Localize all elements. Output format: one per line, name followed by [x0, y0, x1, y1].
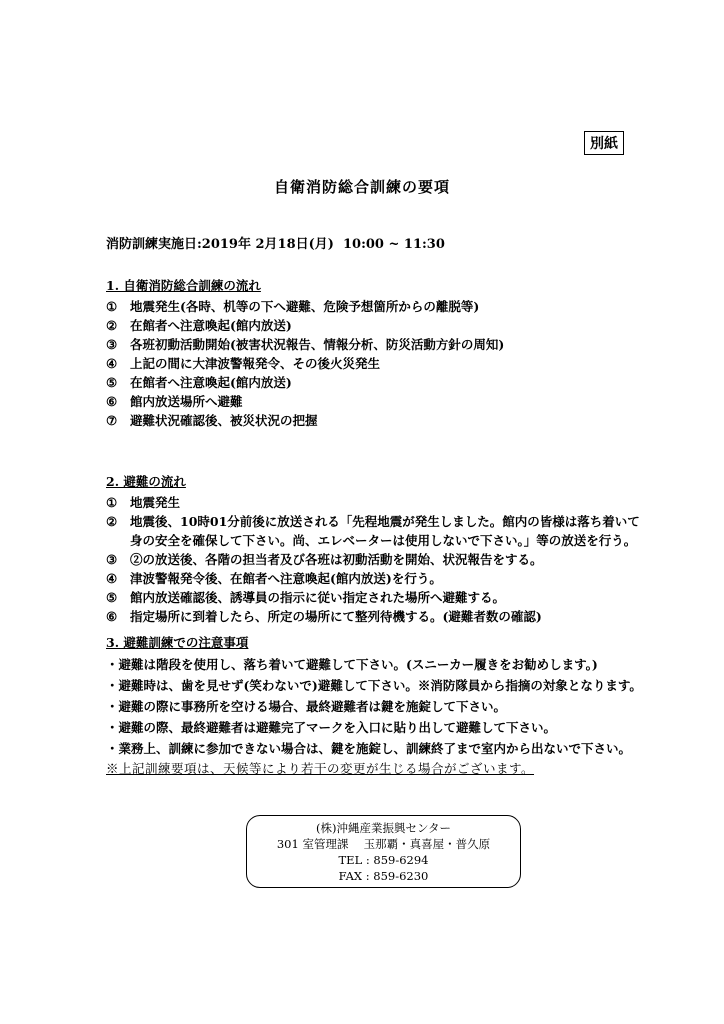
department-line: 301 室管理課 玉那覇・真喜屋・普久原 [276, 837, 491, 851]
list-item: ⑦ 避難状況確認後、被災状況の把握 [106, 413, 318, 428]
note-item: ・業務上、訓練に参加できない場合は、鍵を施錠し、訓練終了まで室内から出ないで下さい。 [106, 741, 632, 756]
document-title: 自衛消防総合訓練の要項 [273, 178, 450, 196]
change-remark: ※上記訓練要項は、天候等により若干の変更が生じる場合がございます。 [106, 761, 535, 776]
list-item: ③ ②の放送後、各階の担当者及び各班は初動活動を開始、状況報告をする。 [106, 552, 543, 567]
drill-date: 消防訓練実施日:2019年 2月18日(月) 10:00 ~ 11:30 [106, 237, 445, 252]
section-heading: 2. 避難の流れ [106, 474, 186, 489]
section-drill-flow [106, 277, 666, 430]
attachment-badge: 別紙 [584, 131, 624, 155]
note-item: ・避難の際に事務所を空ける場合、最終避難者は鍵を施錠して下さい。 [106, 699, 507, 714]
list-item: ① 地震発生 [106, 495, 181, 510]
note-item: ・避難の際、最終避難者は避難完了マークを入口に貼り出して避難して下さい。 [106, 720, 557, 735]
list-item: ⑤ 館内放送確認後、誘導員の指示に従い指定された場所へ避難する。 [106, 590, 506, 605]
list-item: ③ 各班初動活動開始(被害状況報告、情報分析、防災活動方針の周知) [106, 337, 505, 352]
list-item: ④ 上記の間に大津波警報発令、その後火災発生 [106, 356, 381, 371]
section-evacuation-notes [106, 634, 666, 779]
section-heading: 1. 自衛消防総合訓練の流れ [106, 278, 261, 293]
fax: FAX : 859-6230 [338, 869, 429, 883]
contact-box [246, 815, 521, 888]
section-evacuation-flow [106, 473, 666, 626]
telephone: TEL : 859-6294 [338, 853, 429, 867]
list-item: ⑥ 館内放送場所へ避難 [106, 394, 243, 409]
note-item: ・避難は階段を使用し、落ち着いて避難して下さい。(スニーカー履きをお勧めします。) [106, 657, 598, 672]
list-item: ① 地震発生(各時、机等の下へ避難、危険予想箇所からの離脱等) [106, 299, 480, 314]
note-item: ・避難時は、歯を見せず(笑わないで)避難して下さい。※消防隊員から指摘の対象となります。 [106, 678, 642, 693]
list-item: ④ 津波警報発令後、在館者へ注意喚起(館内放送)を行う。 [106, 571, 442, 586]
list-item: ⑤ 在館者へ注意喚起(館内放送) [106, 375, 292, 390]
company-name: (株)沖縄産業振興センター [315, 821, 451, 835]
section-heading: 3. 避難訓練での注意事項 [106, 635, 249, 650]
list-item-continuation: 身の安全を確保して下さい。尚、エレベーターは使用しないで下さい。」等の放送を行う。 [130, 533, 637, 548]
list-item: ⑥ 指定場所に到着したら、所定の場所にて整列待機する。(避難者数の確認) [106, 609, 542, 624]
list-item: ② 在館者へ注意喚起(館内放送) [106, 318, 292, 333]
list-item: ② 地震後、10時01分前後に放送される「先程地震が発生しました。館内の皆様は落ち着いて [106, 514, 640, 529]
